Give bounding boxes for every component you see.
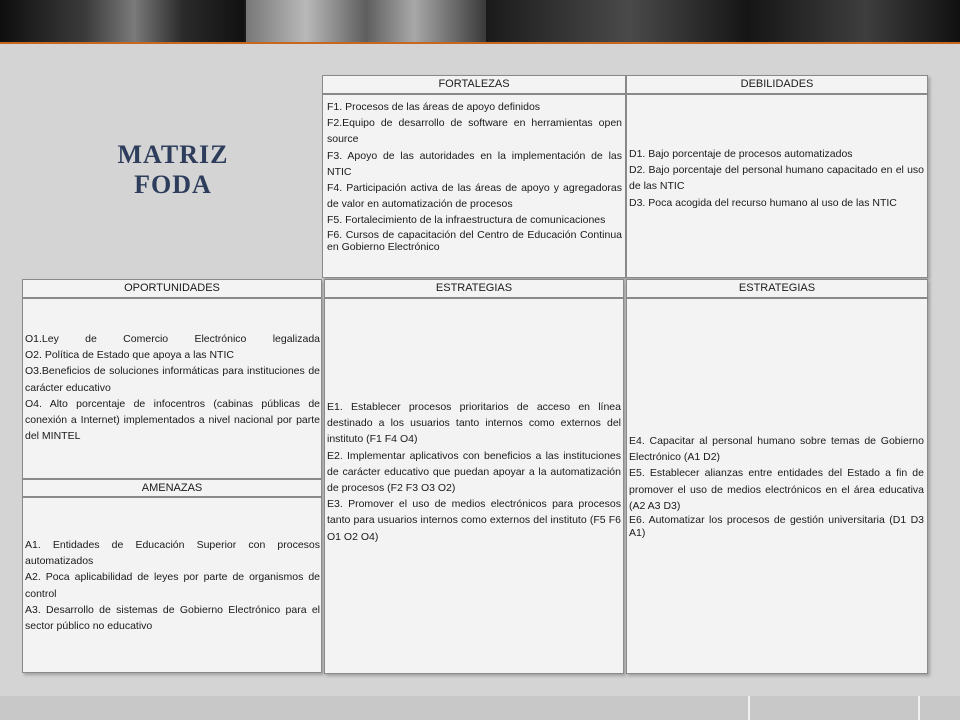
banner-segment-3 bbox=[488, 0, 960, 42]
title-line-2: FODA bbox=[134, 170, 212, 199]
estrategias-fo-list bbox=[327, 399, 621, 545]
fortalezas-header: FORTALEZAS bbox=[322, 75, 626, 94]
amenaza-item: A1. Entidades de Educación Superior con procesos automatizados bbox=[25, 539, 320, 568]
debilidad-item: D3. Poca acogida del recurso humano al uso de las NTIC bbox=[629, 196, 897, 209]
fortaleza-item: F5. Fortalecimiento de la infraestructura de comunicaciones bbox=[327, 214, 606, 227]
accent-divider bbox=[0, 42, 960, 44]
footer-separator bbox=[918, 696, 920, 720]
debilidades-list bbox=[629, 146, 924, 211]
banner-segment-1 bbox=[0, 0, 244, 42]
oportunidad-item: O2. Política de Estado que apoya a las NTIC bbox=[25, 349, 234, 362]
banner-segment-2 bbox=[246, 0, 486, 42]
amenaza-item: A3. Desarrollo de sistemas de Gobierno Electrónico para el sector público no educativo bbox=[25, 603, 320, 633]
fortaleza-item: F3. Apoyo de las autoridades en la implementación de las NTIC bbox=[327, 149, 622, 178]
estrategia-item: E5. Establecer alianzas entre entidades del Estado a fin de promover el uso de medios electrónicos en el área educativa (A2 A3 D3) bbox=[629, 467, 924, 512]
estrategias-do-header: ESTRATEGIAS bbox=[626, 279, 928, 298]
fortaleza-item: F6. Cursos de capacitación del Centro de Educación Continua en Gobierno Electrónico bbox=[327, 228, 622, 254]
amenaza-item: A2. Poca aplicabilidad de leyes por parte de organismos de control bbox=[25, 571, 320, 600]
footer-separator bbox=[748, 696, 750, 720]
amenazas-header: AMENAZAS bbox=[22, 479, 322, 497]
estrategia-item: E1. Establecer procesos prioritarios de acceso en línea destinado a los usuarios tanto internos como externos del instituto (F1 F4 O4) bbox=[327, 401, 621, 446]
oportunidad-item: O4. Alto porcentaje de infocentros (cabinas públicas de conexión a Internet) implementados a nivel nacional por parte del MINTEL bbox=[25, 397, 320, 443]
estrategia-item: E2. Implementar aplicativos con beneficios a las instituciones de carácter educativo que puedan apoyar a la automatización de procesos (F2 F3 O3 O2) bbox=[327, 449, 621, 495]
estrategias-do-list bbox=[629, 433, 924, 539]
debilidades-header: DEBILIDADES bbox=[626, 75, 928, 94]
fortalezas-list bbox=[327, 99, 622, 254]
oportunidades-list bbox=[25, 331, 320, 444]
estrategia-item: E3. Promover el uso de medios electrónicos para procesos tanto para usuarios internos como externos del instituto (F5 F6 O1 O2 O4) bbox=[327, 498, 621, 543]
fortaleza-item: F4. Participación activa de las áreas de apoyo y agregadoras de valor en automatización de procesos bbox=[327, 182, 622, 211]
estrategias-fo-header: ESTRATEGIAS bbox=[324, 279, 624, 298]
oportunidad-item: O1.Ley de Comercio Electrónico legalizada bbox=[25, 333, 320, 345]
oportunidad-item: O3.Beneficios de soluciones informáticas para instituciones de carácter educativo bbox=[25, 365, 320, 394]
fortaleza-item: F1. Procesos de las áreas de apoyo definidos bbox=[327, 101, 541, 113]
fortaleza-item: F2.Equipo de desarrollo de software en herramientas open source bbox=[327, 117, 622, 146]
debilidad-item: D2. Bajo porcentaje del personal humano capacitado en el uso de las NTIC bbox=[629, 164, 924, 193]
header-banner-image bbox=[0, 0, 960, 42]
estrategia-item: E6. Automatizar los procesos de gestión universitaria (D1 D3 A1) bbox=[629, 514, 924, 539]
title-line-1: MATRIZ bbox=[117, 140, 229, 169]
slide-title bbox=[98, 140, 248, 200]
amenazas-list bbox=[25, 537, 320, 634]
footer-bar bbox=[0, 696, 960, 720]
estrategia-item: E4. Capacitar al personal humano sobre temas de Gobierno Electrónico (A1 D2) bbox=[629, 435, 924, 464]
oportunidades-header: OPORTUNIDADES bbox=[22, 279, 322, 298]
debilidad-item: D1. Bajo porcentaje de procesos automatizados bbox=[629, 148, 853, 160]
